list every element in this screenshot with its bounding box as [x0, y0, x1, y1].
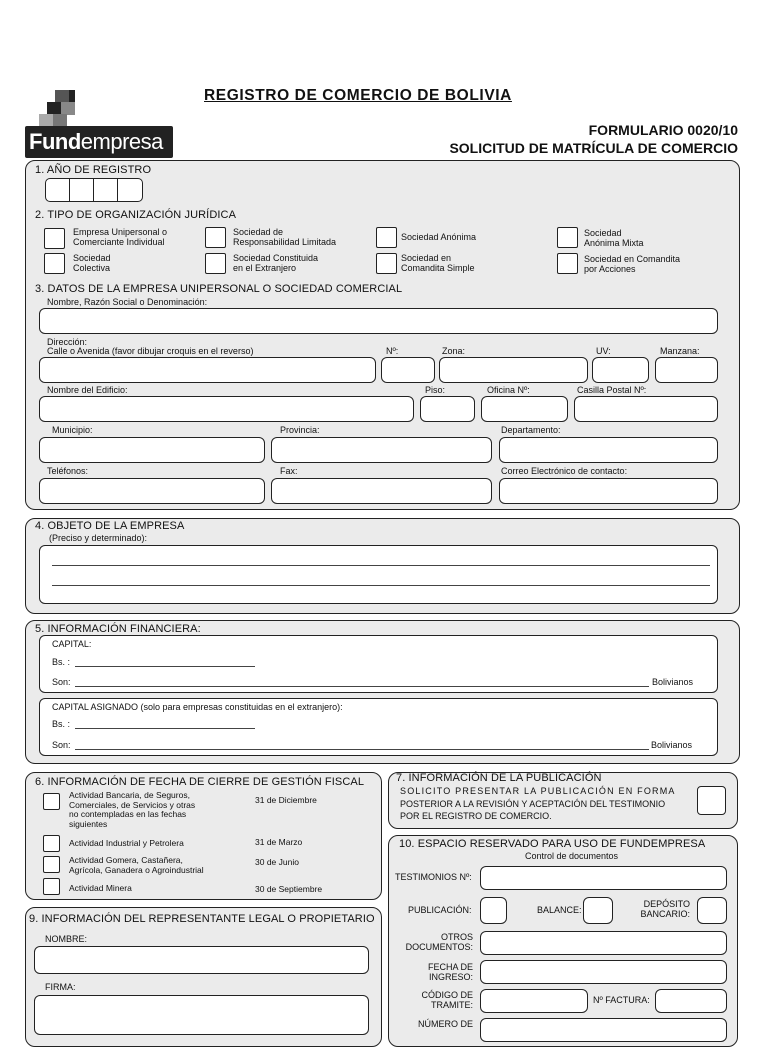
representante-nombre-field[interactable]: [34, 946, 369, 974]
label-numero-de: NÚMERO DE: [417, 1019, 473, 1029]
checkbox-cierre-septiembre[interactable]: [43, 878, 60, 895]
edificio-field[interactable]: [39, 396, 414, 422]
section-7-title: 7. INFORMACIÓN DE LA PUBLICACIÓN: [396, 772, 602, 784]
label-provincia: Provincia:: [280, 425, 320, 435]
publicacion-text-3: POR EL REGISTRO DE COMERCIO.: [400, 811, 552, 821]
checkbox-publicacion[interactable]: [697, 786, 726, 815]
date-marzo: 31 de Marzo: [255, 837, 303, 847]
capital-box: [39, 635, 718, 693]
label-uv: UV:: [596, 346, 611, 356]
option-cierre-diciembre: Actividad Bancaria, de Seguros, Comerciales, de Servicios y otras no contempladas en las fechas siguientes: [69, 790, 196, 829]
checkbox-comandita-acciones[interactable]: [557, 253, 578, 274]
label-telefonos: Teléfonos:: [47, 466, 89, 476]
label-oficina: Oficina Nº:: [487, 385, 530, 395]
form-title: REGISTRO DE COMERCIO DE BOLIVIA: [204, 87, 512, 104]
label-codigo-tramite: CÓDIGO DE TRAMITE:: [421, 990, 473, 1010]
section-2-title: 2. TIPO DE ORGANIZACIÓN JURÍDICA: [35, 209, 237, 221]
publicacion-text-1: SOLICITO PRESENTAR LA PUBLICACIÓN EN FORMA: [400, 786, 676, 796]
logo-text-empresa: empresa: [80, 129, 163, 154]
checkbox-empresa-unipersonal[interactable]: [44, 228, 65, 249]
option-cierre-marzo: Actividad Industrial y Petrolera: [69, 838, 184, 848]
label-capital-asignado: CAPITAL ASIGNADO (solo para empresas constituidas en el extranjero):: [52, 702, 343, 712]
asignado-son-line[interactable]: [75, 749, 649, 750]
label-capital: CAPITAL:: [52, 639, 92, 649]
checkbox-srl[interactable]: [205, 227, 226, 248]
section-3-title: 3. DATOS DE LA EMPRESA UNIPERSONAL O SOCIEDAD COMERCIAL: [35, 283, 403, 295]
section-1-title: 1. AÑO DE REGISTRO: [35, 164, 152, 176]
capital-bs-line[interactable]: [75, 666, 255, 667]
form-number: FORMULARIO 0020/10: [588, 122, 738, 138]
label-balance: BALANCE:: [537, 905, 582, 915]
option-comandita-simple: Sociedad en Comandita Simple: [401, 253, 475, 273]
date-junio: 30 de Junio: [255, 857, 299, 867]
label-objeto-sub: (Preciso y determinado):: [49, 533, 148, 543]
checkbox-sociedad-anonima[interactable]: [376, 227, 397, 248]
label-calle: Calle o Avenida (favor dibujar croquis en el reverso): [47, 346, 254, 356]
label-municipio: Municipio:: [52, 425, 93, 435]
label-asignado-bolivianos: Bolivianos: [651, 740, 693, 750]
section-9-title: 9. INFORMACIÓN DEL REPRESENTANTE LEGAL O PROPIETARIO: [29, 913, 375, 925]
municipio-field[interactable]: [39, 437, 265, 463]
label-capital-son: Son:: [52, 677, 71, 687]
label-zona: Zona:: [442, 346, 466, 356]
balance-check[interactable]: [583, 897, 613, 924]
logo-text-fund: Fund: [29, 129, 81, 154]
label-departamento: Departamento:: [501, 425, 561, 435]
form-subtitle: SOLICITUD DE MATRÍCULA DE COMERCIO: [449, 140, 738, 156]
publicacion-text-2: POSTERIOR A LA REVISIÓN Y ACEPTACIÓN DEL TESTIMONIO: [400, 799, 666, 809]
checkbox-cierre-junio[interactable]: [43, 856, 60, 873]
oficina-field[interactable]: [481, 396, 568, 422]
option-srl: Sociedad de Responsabilidad Limitada: [233, 227, 337, 247]
date-diciembre: 31 de Diciembre: [255, 795, 317, 805]
calle-field[interactable]: [39, 357, 376, 383]
factura-field[interactable]: [655, 989, 727, 1013]
option-empresa-unipersonal: Empresa Unipersonal o Comerciante Individual: [73, 227, 168, 247]
option-anonima-mixta: Sociedad Anónima Mixta: [584, 228, 644, 248]
option-sociedad-anonima: Sociedad Anónima: [401, 232, 477, 242]
provincia-field[interactable]: [271, 437, 492, 463]
checkbox-cierre-diciembre[interactable]: [43, 793, 60, 810]
telefonos-field[interactable]: [39, 478, 265, 504]
option-constituida-extranjero: Sociedad Constituida en el Extranjero: [233, 253, 319, 273]
label-firma: FIRMA:: [45, 982, 76, 992]
label-direccion: Dirección:: [47, 337, 88, 347]
label-casilla: Casilla Postal Nº:: [577, 385, 647, 395]
checkbox-anonima-mixta[interactable]: [557, 227, 578, 248]
correo-field[interactable]: [499, 478, 718, 504]
fundempresa-logo: [25, 88, 175, 160]
label-correo: Correo Electrónico de contacto:: [501, 466, 628, 476]
option-sociedad-colectiva: Sociedad Colectiva: [73, 253, 111, 273]
numero-field[interactable]: [381, 357, 435, 383]
manzana-field[interactable]: [655, 357, 718, 383]
publicacion-check[interactable]: [480, 897, 507, 924]
label-piso: Piso:: [425, 385, 446, 395]
asignado-bs-line[interactable]: [75, 728, 255, 729]
fecha-ingreso-field[interactable]: [480, 960, 727, 984]
label-asignado-son: Son:: [52, 740, 71, 750]
objeto-field[interactable]: [39, 545, 718, 604]
year-divider: [117, 179, 118, 201]
option-cierre-septiembre: Actividad Minera: [69, 883, 132, 893]
date-septiembre: 30 de Septiembre: [255, 884, 323, 894]
label-numero: Nº:: [386, 346, 399, 356]
label-testimonios: TESTIMONIOS Nº:: [395, 872, 472, 882]
deposito-check[interactable]: [697, 897, 727, 924]
casilla-field[interactable]: [574, 396, 718, 422]
zona-field[interactable]: [439, 357, 588, 383]
option-comandita-acciones: Sociedad en Comandita por Acciones: [584, 254, 681, 274]
section-5-title: 5. INFORMACIÓN FINANCIERA:: [35, 623, 201, 635]
label-asignado-bs: Bs. :: [52, 719, 71, 729]
label-publicacion: PUBLICACIÓN:: [408, 905, 472, 915]
year-divider: [93, 179, 94, 201]
section-10-subtitle: Control de documentos: [525, 851, 619, 861]
section-10-title: 10. ESPACIO RESERVADO PARA USO DE FUNDEMPRESA: [399, 838, 706, 850]
label-edificio: Nombre del Edificio:: [47, 385, 128, 395]
uv-field[interactable]: [592, 357, 649, 383]
objeto-line: [52, 585, 710, 586]
section-4-title: 4. OBJETO DE LA EMPRESA: [35, 520, 185, 532]
nombre-razon-social-field[interactable]: [39, 308, 718, 334]
label-manzana: Manzana:: [660, 346, 700, 356]
testimonios-field[interactable]: [480, 866, 727, 890]
fax-field[interactable]: [271, 478, 492, 504]
label-otros-documentos: OTROS DOCUMENTOS:: [405, 932, 473, 952]
piso-field[interactable]: [420, 396, 475, 422]
label-capital-bs: Bs. :: [52, 657, 71, 667]
numero-field-bottom[interactable]: [480, 1018, 727, 1042]
checkbox-cierre-marzo[interactable]: [43, 835, 60, 852]
objeto-line: [52, 565, 710, 566]
departamento-field[interactable]: [499, 437, 718, 463]
checkbox-comandita-simple[interactable]: [376, 253, 397, 274]
option-cierre-junio: Actividad Gomera, Castañera, Agrícola, Ganadera o Agroindustrial: [69, 855, 204, 875]
checkbox-sociedad-colectiva[interactable]: [44, 253, 65, 274]
year-divider: [69, 179, 70, 201]
capital-son-line[interactable]: [75, 686, 649, 687]
label-factura: Nº FACTURA:: [593, 995, 650, 1005]
codigo-tramite-field[interactable]: [480, 989, 588, 1013]
label-deposito: DEPÓSITO BANCARIO:: [640, 899, 690, 919]
section-6-title: 6. INFORMACIÓN DE FECHA DE CIERRE DE GESTIÓN FISCAL: [35, 776, 365, 788]
otros-documentos-field[interactable]: [480, 931, 727, 955]
label-fecha-ingreso: FECHA DE INGRESO:: [427, 962, 473, 982]
label-nombre-razon-social: Nombre, Razón Social o Denominación:: [47, 297, 208, 307]
firma-field[interactable]: [34, 995, 369, 1035]
year-field[interactable]: [45, 178, 143, 202]
label-capital-bolivianos: Bolivianos: [652, 677, 694, 687]
label-fax: Fax:: [280, 466, 298, 476]
cubes-logo-icon: [33, 88, 103, 130]
checkbox-constituida-extranjero[interactable]: [205, 253, 226, 274]
label-representante-nombre: NOMBRE:: [45, 934, 88, 944]
